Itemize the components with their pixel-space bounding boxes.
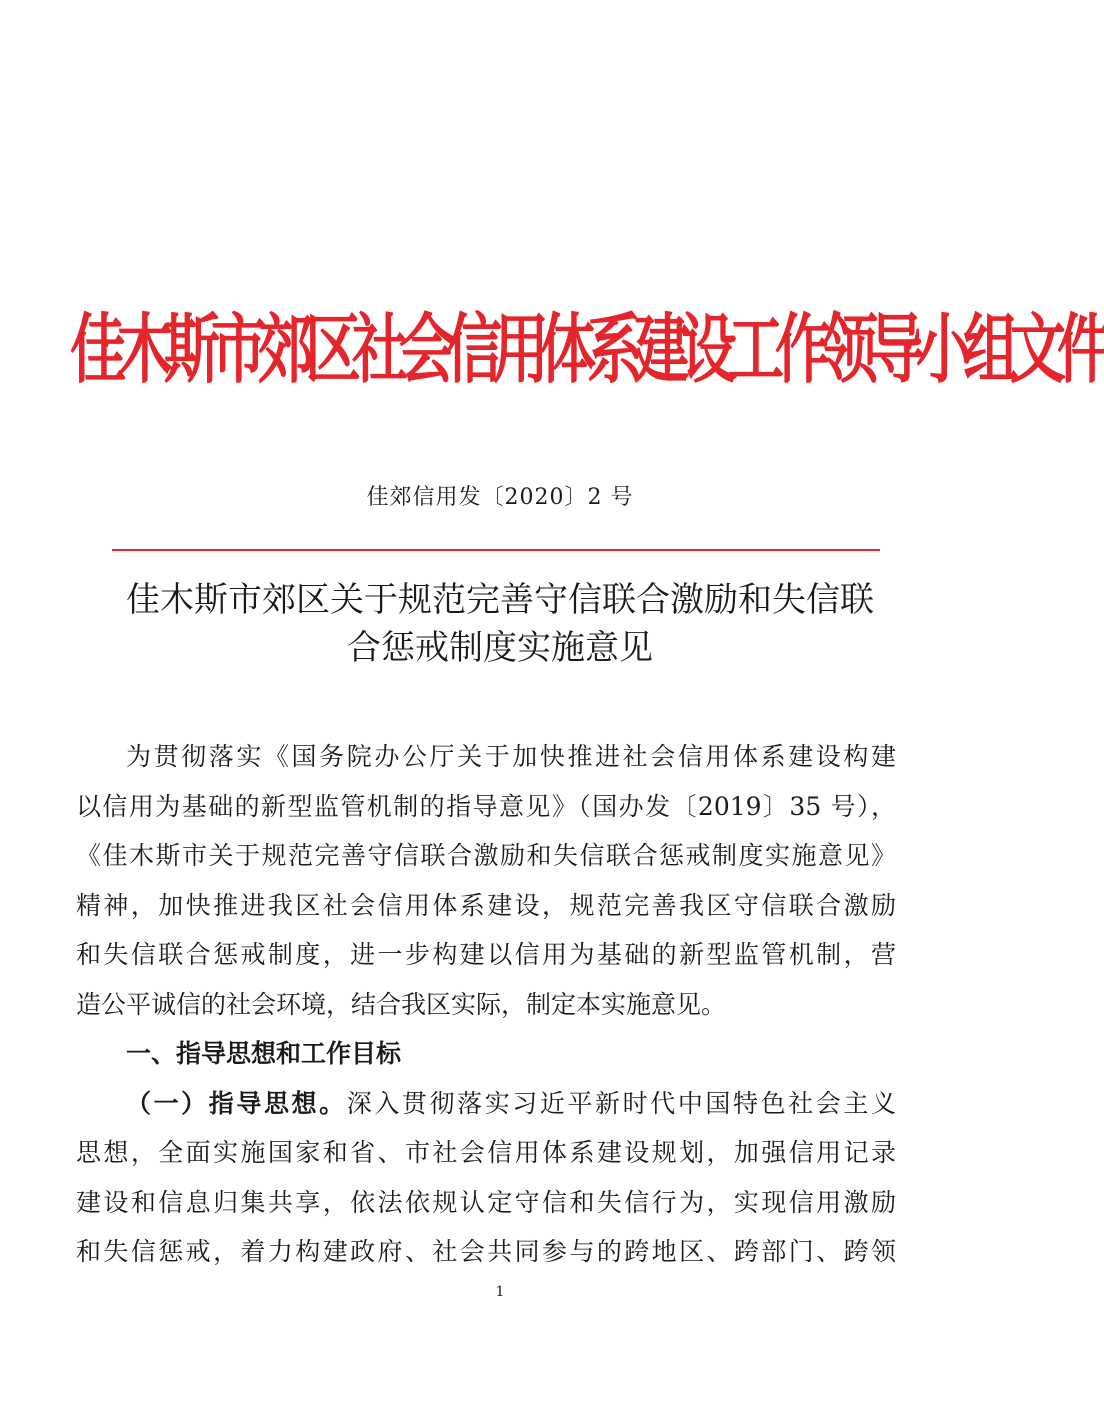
- subsection-1-first-line-text: 深入贯彻落实习近平新时代中国特色社会主义: [346, 1088, 896, 1118]
- masthead-red-header: 佳木斯市郊区社会信用体系建设工作领导小组文件: [70, 306, 1104, 395]
- intro-line-6: 造公平诚信的社会环境，结合我区实际，制定本实施意见。: [76, 989, 727, 1019]
- intro-line-1: 为贯彻落实《国务院办公厅关于加快推进社会信用体系建设构建: [126, 742, 896, 771]
- document-body: [76, 732, 896, 1277]
- intro-line-5: 和失信联合惩戒制度，进一步构建以信用为基础的新型监管机制，营: [76, 940, 896, 969]
- subsection-1-line-4: 和失信惩戒，着力构建政府、社会共同参与的跨地区、跨部门、跨领: [76, 1237, 896, 1266]
- title-line-2: 合惩戒制度实施意见: [347, 628, 653, 668]
- title-line-1: 佳木斯市郊区关于规范完善守信联合激励和失信联: [126, 580, 874, 620]
- subsection-1-line-2: 思想，全面实施国家和省、市社会信用体系建设规划，加强信用记录: [76, 1138, 896, 1167]
- subsection-1-line-1: [76, 1079, 896, 1129]
- red-divider-line: [112, 549, 880, 551]
- intro-line-4: 精神，加快推进我区社会信用体系建设，规范完善我区守信联合激励: [76, 890, 896, 920]
- document-title: [60, 576, 940, 672]
- intro-line-3: 《佳木斯市关于规范完善守信联合激励和失信联合惩戒制度实施意见》: [76, 841, 896, 870]
- subsection-1-label: （一）指导思想。: [126, 1088, 347, 1118]
- section-heading-1: 一、指导思想和工作目标: [126, 1039, 402, 1068]
- intro-line-2: 以信用为基础的新型监管机制的指导意见》（国办发〔2019〕35 号），: [76, 791, 896, 821]
- subsection-1-line-3: 建设和信息归集共享，依法依规认定守信和失信行为，实现信用激励: [76, 1187, 896, 1217]
- document-number: 佳郊信用发〔2020〕2 号: [366, 485, 634, 510]
- page-number: 1: [495, 1284, 505, 1300]
